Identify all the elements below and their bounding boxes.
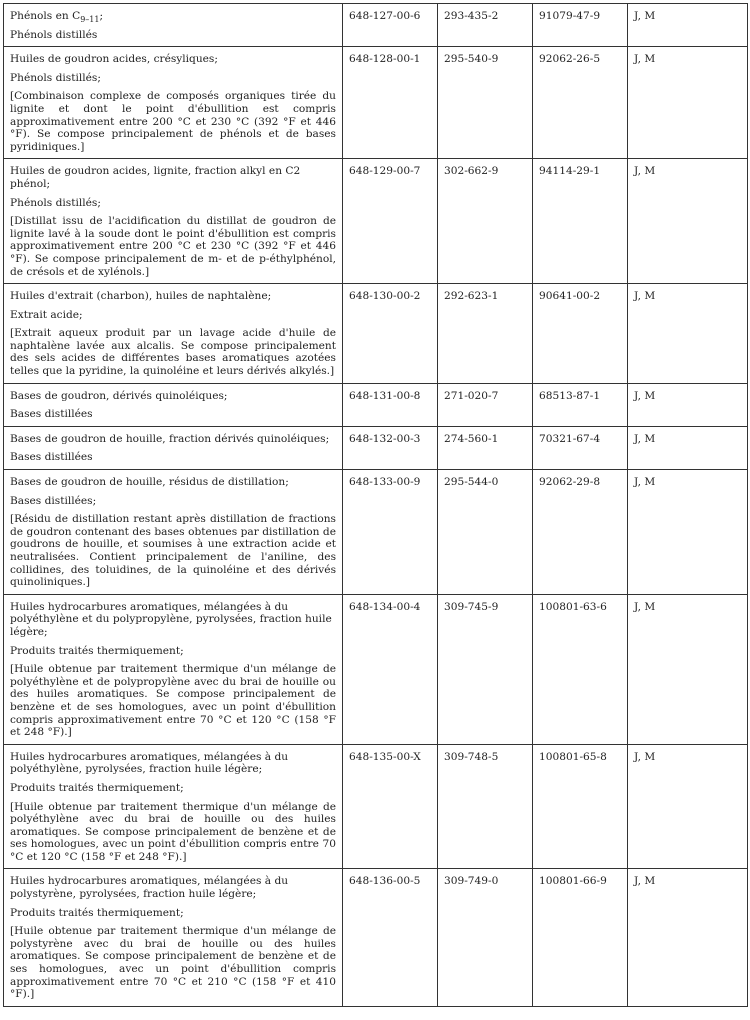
table-row xyxy=(4,4,748,47)
substance-name-cell xyxy=(4,470,343,595)
substance-table xyxy=(3,3,748,1007)
substance-name: Huiles de goudron acides, lignite, fraction alkyl en C2 phénol; xyxy=(10,165,301,190)
substance-name xyxy=(10,10,336,23)
cas-number: 100801-63-6 xyxy=(533,594,628,744)
substance-synonym: Produits traités thermiquement; xyxy=(10,781,184,794)
substance-synonym: Produits traités thermiquement; xyxy=(10,906,184,919)
substance-description: [Distillat issu de l'acidification du distillat de goudron de lignite lavé à la soude dont le point d'ébullition est compris approximativement entre 200 °C et 230 °C (392 °F et 446 °F). Se compose principalement de m- et de p-éthylphénol, de crésols et de xylénols.] xyxy=(10,215,336,278)
table-row xyxy=(4,869,748,1006)
ec-number: 292-623-1 xyxy=(438,284,533,384)
cas-number: 70321-67-4 xyxy=(533,426,628,469)
notes: J, M xyxy=(628,426,748,469)
substance-synonym: Bases distillées xyxy=(10,451,93,464)
substance-name-text: Phénols en C xyxy=(10,10,81,22)
notes: J, M xyxy=(628,159,748,284)
substance-description: [Résidu de distillation restant après distillation de fractions de goudron contenant des bases obtenues par distillation de goudrons de houille, et soumises à une extraction acide et neutralisées. Contient principalement de l'aniline, des collidines, des toluidines, de la quinoléine et des dérivés quinoliniques.] xyxy=(10,513,336,589)
table-row xyxy=(4,426,748,469)
substance-name-cell xyxy=(4,284,343,384)
notes: J, M xyxy=(628,594,748,744)
substance-name-suffix: ; xyxy=(99,10,104,22)
cas-number: 92062-26-5 xyxy=(533,47,628,159)
cas-number: 68513-87-1 xyxy=(533,383,628,426)
index-number: 648-134-00-4 xyxy=(343,594,438,744)
ec-number: 302-662-9 xyxy=(438,159,533,284)
substance-name-cell xyxy=(4,426,343,469)
notes: J, M xyxy=(628,383,748,426)
substance-name: Huiles hydrocarbures aromatiques, mélangées à du polyéthylène, pyrolysées, fraction huile légère; xyxy=(10,750,289,776)
table-row xyxy=(4,594,748,744)
index-number: 648-133-00-9 xyxy=(343,470,438,595)
cas-number: 100801-65-8 xyxy=(533,744,628,869)
substance-name-cell xyxy=(4,159,343,284)
notes: J, M xyxy=(628,4,748,47)
table-row xyxy=(4,744,748,869)
cas-number: 92062-29-8 xyxy=(533,470,628,595)
table-row xyxy=(4,470,748,595)
substance-synonym: Bases distillées; xyxy=(10,494,97,507)
substance-name-cell xyxy=(4,4,343,47)
index-number: 648-132-00-3 xyxy=(343,426,438,469)
ec-number: 309-748-5 xyxy=(438,744,533,869)
substance-synonym: Produits traités thermiquement; xyxy=(10,644,184,657)
index-number: 648-136-00-5 xyxy=(343,869,438,1006)
substance-synonym: Phénols distillés xyxy=(10,28,98,41)
ec-number: 309-749-0 xyxy=(438,869,533,1006)
index-number: 648-135-00-X xyxy=(343,744,438,869)
ec-number: 295-544-0 xyxy=(438,470,533,595)
notes: J, M xyxy=(628,744,748,869)
table-row xyxy=(4,159,748,284)
cas-number: 94114-29-1 xyxy=(533,159,628,284)
index-number: 648-129-00-7 xyxy=(343,159,438,284)
substance-synonym: Extrait acide; xyxy=(10,308,83,321)
ec-number: 293-435-2 xyxy=(438,4,533,47)
substance-name-cell xyxy=(4,869,343,1006)
ec-number: 295-540-9 xyxy=(438,47,533,159)
table-row xyxy=(4,383,748,426)
substance-description: [Huile obtenue par traitement thermique d'un mélange de polyéthylène avec du brai de houille ou des huiles aromatiques. Se compose principalement de benzène et de ses homologues, avec un point d'ébullition compris entre 70 °C et 120 °C (158 °F et 248 °F).] xyxy=(10,800,336,863)
substance-name: Bases de goudron de houille, résidus de distillation; xyxy=(10,476,289,489)
cas-number: 100801-66-9 xyxy=(533,869,628,1006)
substance-synonym: Phénols distillés; xyxy=(10,71,101,84)
substance-description: [Huile obtenue par traitement thermique d'un mélange de polystyrène avec du brai de houille ou des huiles aromatiques. Se compose principalement de benzène et de ses homologues, avec un point d'ébullition compris approximativement entre 70 °C et 210 °C (158 °F et 410 °F).] xyxy=(10,925,336,1001)
ec-number: 274-560-1 xyxy=(438,426,533,469)
carbon-range-subscript: 9–11 xyxy=(80,15,100,25)
substance-name: Huiles hydrocarbures aromatiques, mélangées à du polystyrène, pyrolysées, fraction huile légère; xyxy=(10,875,289,901)
table-row xyxy=(4,284,748,384)
substance-name: Bases de goudron, dérivés quinoléiques; xyxy=(10,389,228,402)
index-number: 648-128-00-1 xyxy=(343,47,438,159)
table-row xyxy=(4,47,748,159)
substance-name-cell xyxy=(4,383,343,426)
substance-name-cell xyxy=(4,594,343,744)
notes: J, M xyxy=(628,470,748,595)
substance-name-cell xyxy=(4,47,343,159)
index-number: 648-131-00-8 xyxy=(343,383,438,426)
notes: J, M xyxy=(628,284,748,384)
substance-table-body xyxy=(4,4,748,1007)
index-number: 648-130-00-2 xyxy=(343,284,438,384)
substance-name: Bases de goudron de houille, fraction dérivés quinoléiques; xyxy=(10,432,330,445)
substance-name: Huiles hydrocarbures aromatiques, mélangées à du polyéthylène et du polypropylène, pyrolysées, fraction huile légère; xyxy=(10,600,332,638)
substance-name: Huiles d'extrait (charbon), huiles de naphtalène; xyxy=(10,290,272,303)
cas-number: 90641-00-2 xyxy=(533,284,628,384)
ec-number: 309-745-9 xyxy=(438,594,533,744)
ec-number: 271-020-7 xyxy=(438,383,533,426)
substance-name-cell xyxy=(4,744,343,869)
substance-description: [Combinaison complexe de composés organiques tirée du lignite et dont le point d'ébullition est compris approximativement entre 200 °C et 230 °C (392 °F et 446 °F). Se compose principalement de phénols et de bases pyridiniques.] xyxy=(10,90,336,153)
index-number: 648-127-00-6 xyxy=(343,4,438,47)
notes: J, M xyxy=(628,47,748,159)
substance-synonym: Bases distillées xyxy=(10,408,93,421)
notes: J, M xyxy=(628,869,748,1006)
substance-description: [Extrait aqueux produit par un lavage acide d'huile de naphtalène lavée aux alcalis. Se compose principalement des sels acides de différentes bases aromatiques azotées telles que la pyridine, la quinoléine et leurs dérivés alkylés.] xyxy=(10,327,336,378)
substance-synonym: Phénols distillés; xyxy=(10,196,101,209)
substance-description: [Huile obtenue par traitement thermique d'un mélange de polyéthylène et de polypropylène avec du brai de houille ou des huiles aromatiques. Se compose principalement de benzène et de ses homologues, avec un point d'ébullition compris approximativement entre 70 °C et 120 °C (158 °F et 248 °F).] xyxy=(10,663,336,739)
cas-number: 91079-47-9 xyxy=(533,4,628,47)
substance-name: Huiles de goudron acides, crésyliques; xyxy=(10,53,218,66)
